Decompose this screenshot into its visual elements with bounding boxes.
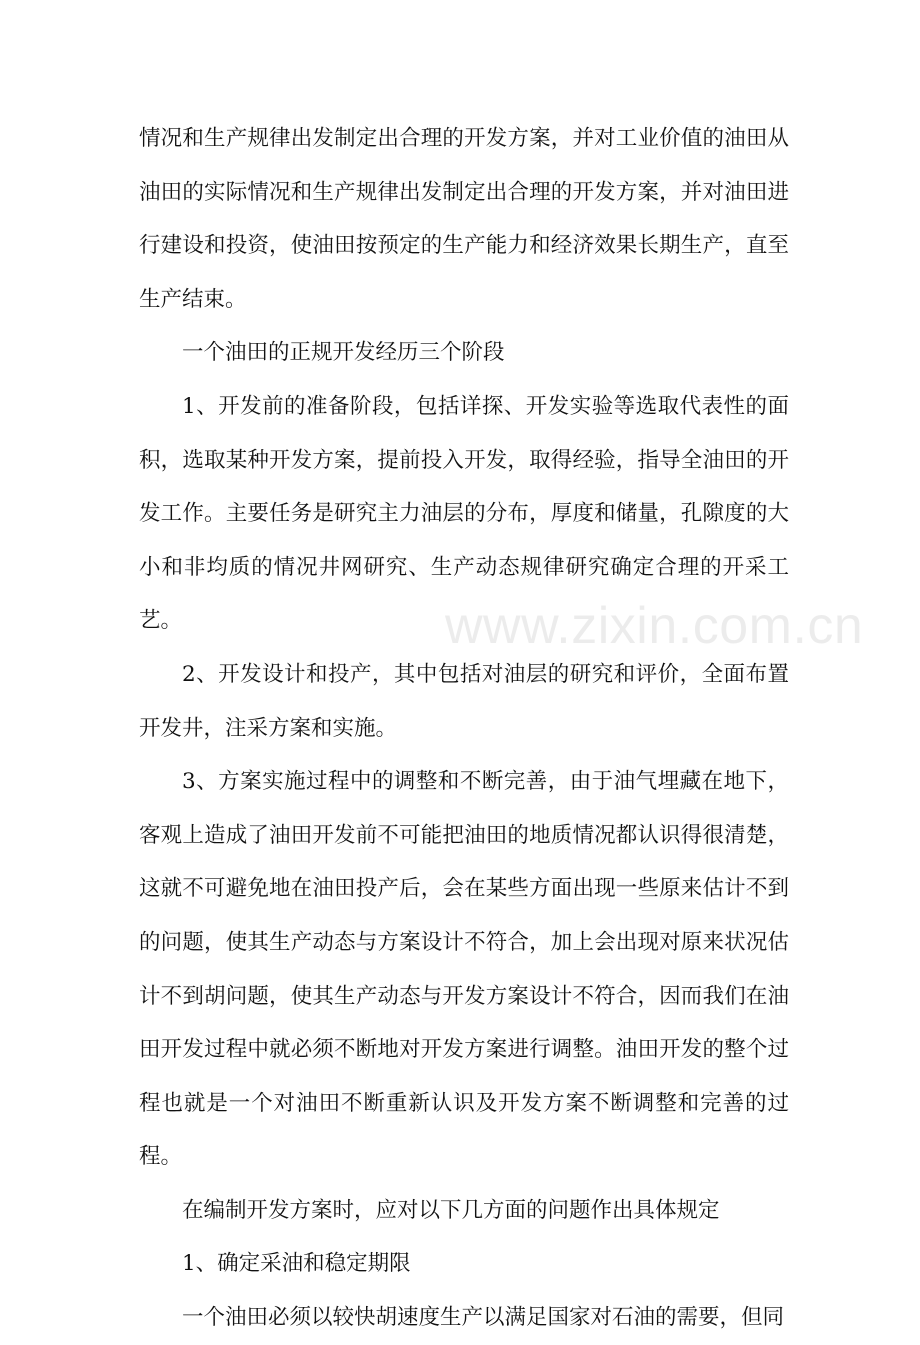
paragraph-stage-1: 1、开发前的准备阶段，包括详探、开发实验等选取代表性的面积，选取某种开发方案，提前投入开发，取得经验，指导全油田的开发工作。主要任务是研究主力油层的分布，厚度和储量，孔隙度的大小和非均质的情况井网研究、生产动态规律研究确定合理的开采工艺。 (139, 393, 789, 634)
paragraph-three-stages-heading: 一个油田的正规开发经历三个阶段 (182, 340, 505, 366)
paragraph-production-speed: 一个油田必须以较快胡速度生产以满足国家对石油的需要，但同 (182, 1305, 785, 1331)
paragraph-plan-requirements: 在编制开发方案时，应对以下几方面的问题作出具体规定 (182, 1197, 720, 1223)
paragraph-continuation: 情况和生产规律出发制定出合理的开发方案，并对工业价值的油田从油田的实际情况和生产规律出发制定出合理的开发方案，并对油田进行建设和投资，使油田按预定的生产能力和经济效果长期生产，直至生产结束。 (139, 126, 789, 312)
document-body (139, 112, 789, 1345)
paragraph-item-1: 1、确定采油和稳定期限 (182, 1251, 411, 1277)
paragraph-stage-2: 2、开发设计和投产，其中包括对油层的研究和评价，全面布置开发井，注采方案和实施。 (139, 661, 789, 741)
paragraph-stage-3: 3、方案实施过程中的调整和不断完善，由于油气埋藏在地下，客观上造成了油田开发前不可能把油田的地质情况都认识得很清楚，这就不可避免地在油田投产后，会在某些方面出现一些原来估计不到的问题，使其生产动态与方案设计不符合，加上会出现对原来状况估计不到胡问题，使其生产动态与开发方案设计不符合，因而我们在油田开发过程中就必须不断地对开发方案进行调整。油田开发的整个过程也就是一个对油田不断重新认识及开发方案不断调整和完善的过程。 (139, 769, 789, 1170)
watermark-text: www.zixin.com.cn (445, 597, 864, 655)
